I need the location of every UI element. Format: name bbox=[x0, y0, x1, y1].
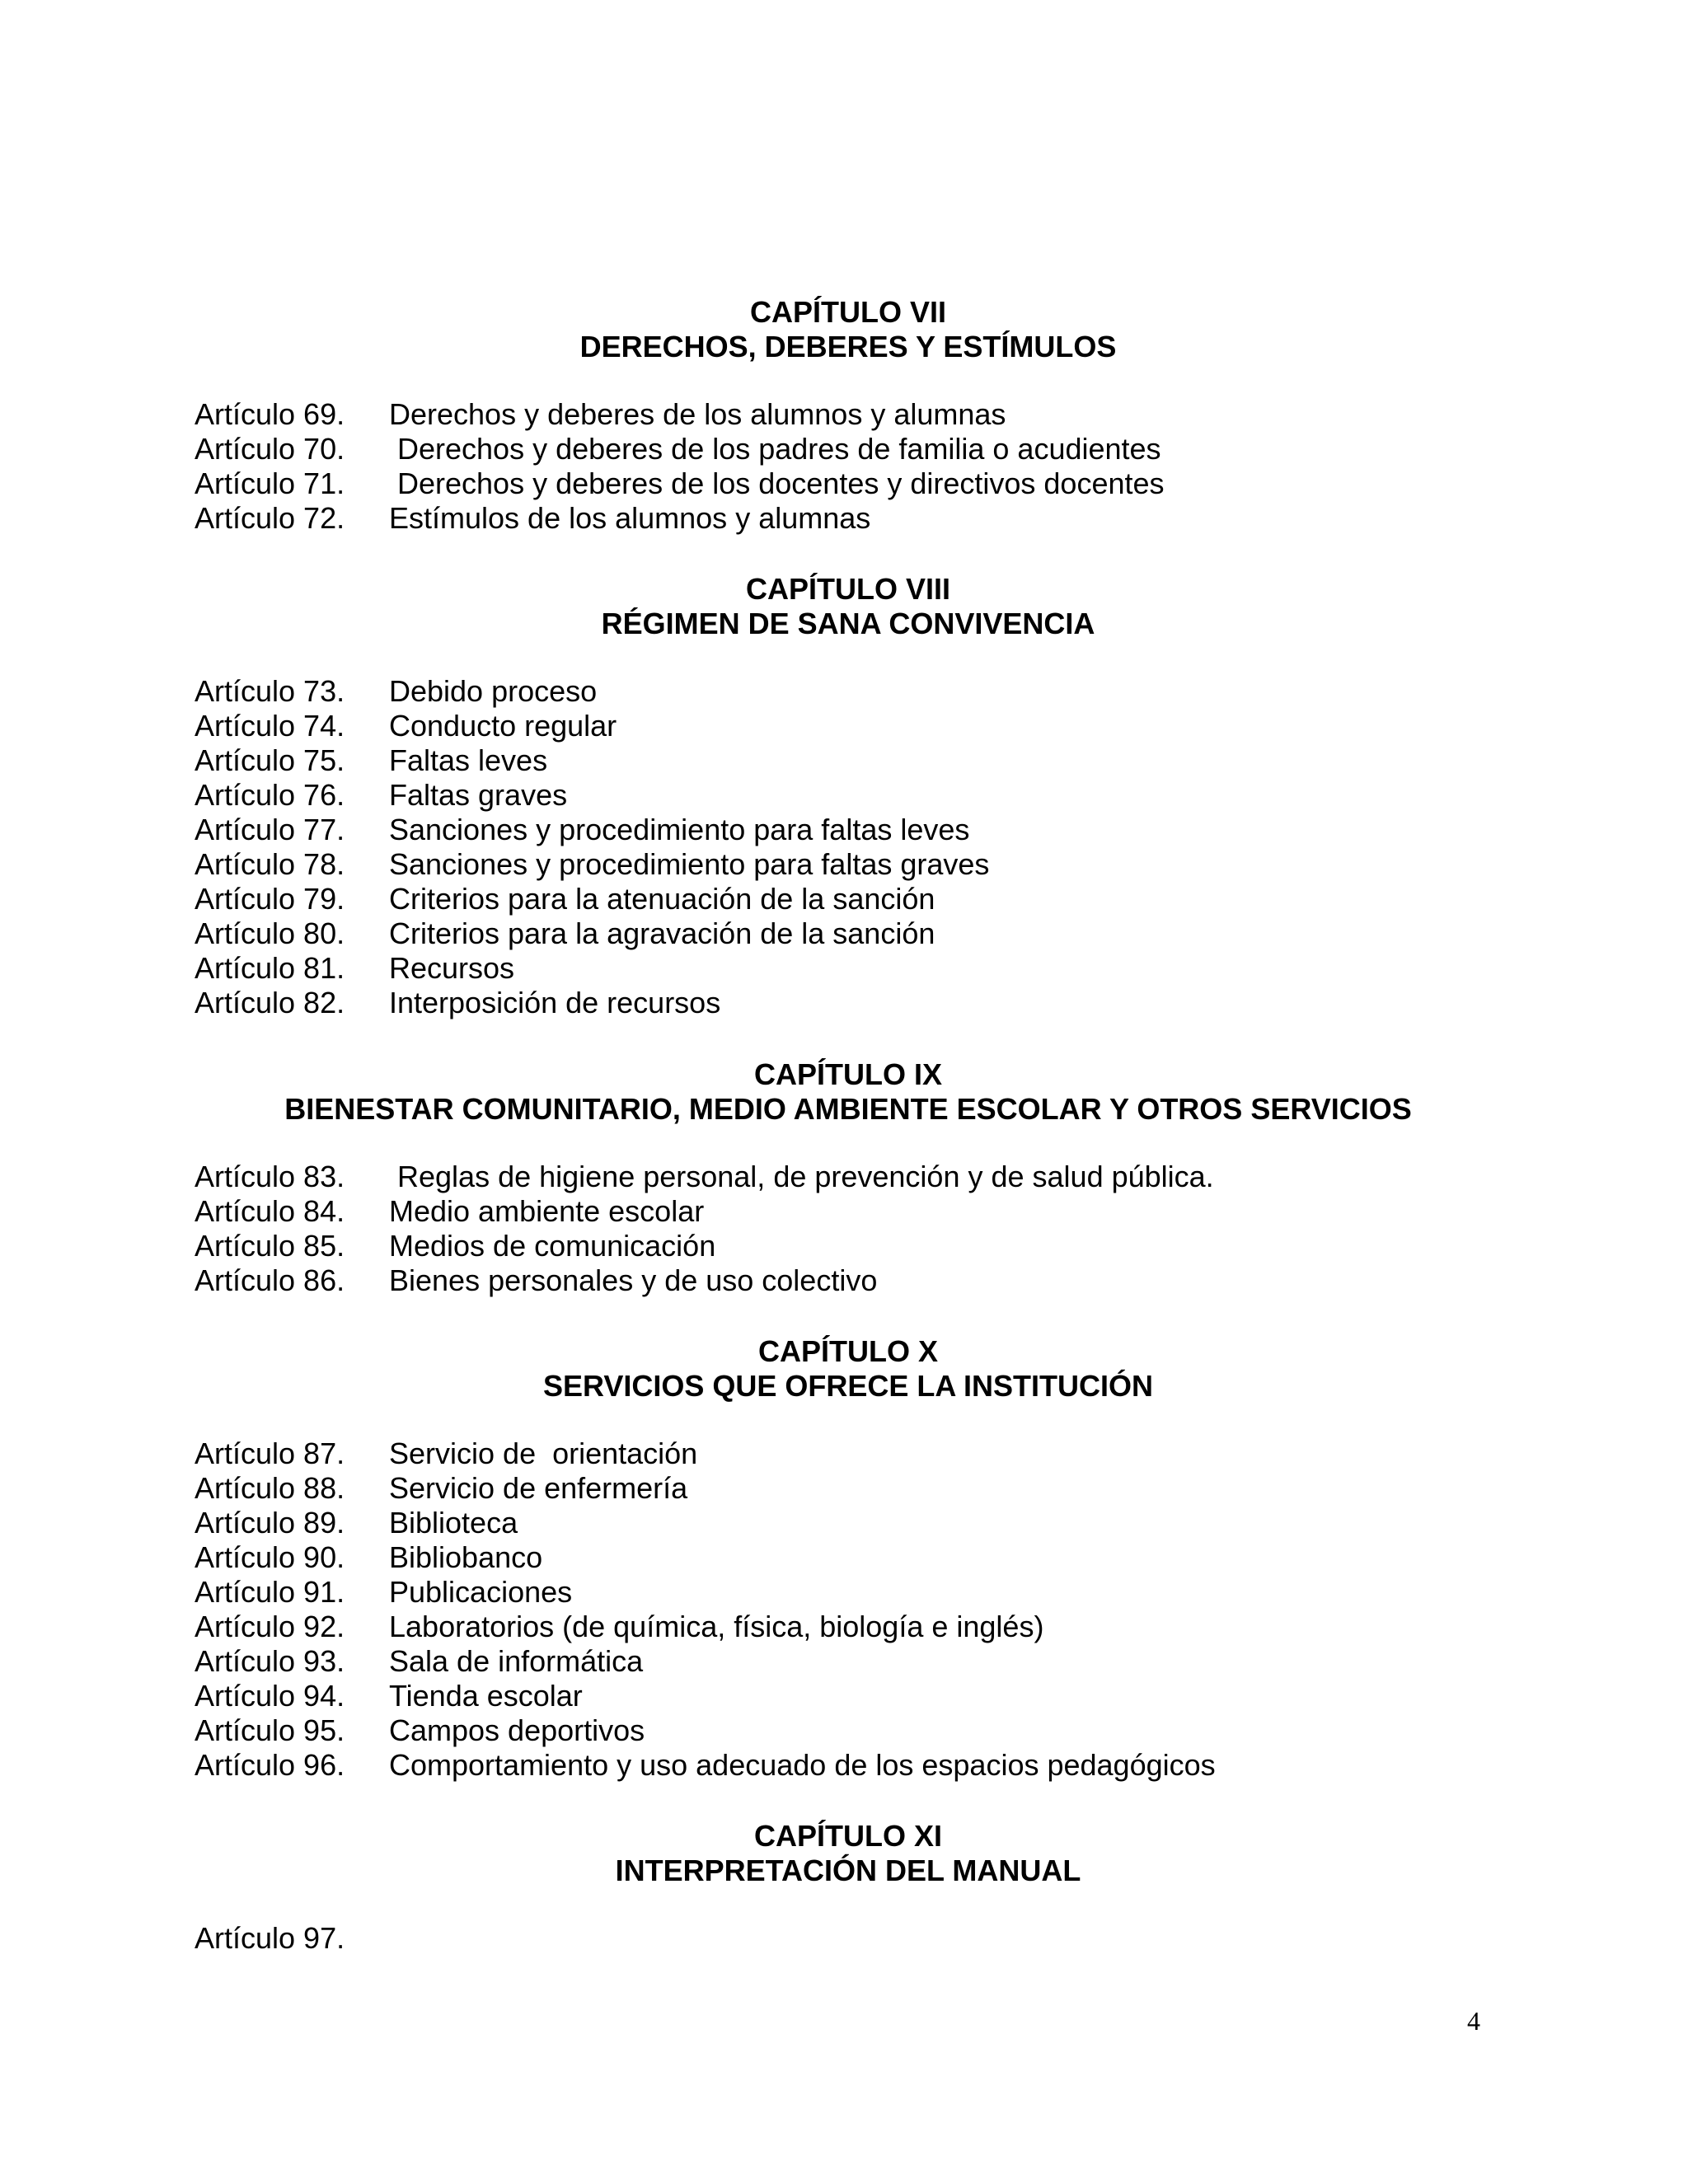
article-number: Artículo 75. bbox=[195, 743, 345, 777]
article-row bbox=[195, 1194, 1688, 1229]
article-title: Debido proceso bbox=[389, 674, 598, 708]
article-number: Artículo 92. bbox=[195, 1610, 345, 1643]
article-title: Publicaciones bbox=[389, 1575, 573, 1609]
article-row bbox=[195, 847, 1688, 882]
article-list bbox=[195, 674, 1688, 1020]
article-row bbox=[195, 397, 1688, 432]
article-number: Artículo 91. bbox=[195, 1575, 345, 1609]
chapter-subheading: RÉGIMEN DE SANA CONVIVENCIA bbox=[601, 607, 1095, 640]
article-title: Medios de comunicación bbox=[389, 1229, 716, 1263]
article-row bbox=[195, 432, 1688, 466]
article-row bbox=[195, 1748, 1688, 1783]
article-row bbox=[195, 1644, 1688, 1679]
article-title bbox=[389, 1921, 1688, 1956]
article-title: Servicio de enfermería bbox=[389, 1471, 688, 1505]
article-row bbox=[195, 1575, 1688, 1610]
article-title: Derechos y deberes de los docentes y directivos docentes bbox=[389, 466, 1165, 500]
article-row bbox=[195, 916, 1688, 951]
article-number: Artículo 90. bbox=[195, 1540, 345, 1574]
article-number: Artículo 78. bbox=[195, 847, 345, 881]
article-row bbox=[195, 813, 1688, 847]
article-title: Biblioteca bbox=[389, 1506, 518, 1540]
article-list bbox=[195, 1921, 1688, 1956]
article-row bbox=[195, 1471, 1688, 1506]
article-title: Servicio de orientación bbox=[389, 1436, 698, 1470]
article-number: Artículo 82. bbox=[195, 986, 345, 1019]
article-number: Artículo 76. bbox=[195, 778, 345, 812]
article-number: Artículo 73. bbox=[195, 674, 345, 708]
article-number: Artículo 70. bbox=[195, 432, 345, 466]
article-row bbox=[195, 743, 1688, 778]
article-number: Artículo 80. bbox=[195, 916, 345, 950]
chapter-subheading: SERVICIOS QUE OFRECE LA INSTITUCIÓN bbox=[542, 1369, 1154, 1403]
article-number: Artículo 94. bbox=[195, 1679, 345, 1713]
article-number: Artículo 86. bbox=[195, 1263, 345, 1297]
article-number: Artículo 77. bbox=[195, 813, 345, 846]
article-row bbox=[195, 1679, 1688, 1713]
article-title: Comportamiento y uso adecuado de los espacios pedagógicos bbox=[389, 1748, 1216, 1782]
article-title: Conducto regular bbox=[389, 709, 617, 743]
article-title: Sanciones y procedimiento para faltas leves bbox=[389, 813, 970, 846]
article-number: Artículo 84. bbox=[195, 1194, 345, 1228]
chapter-heading: CAPÍTULO VIII bbox=[745, 572, 950, 606]
article-number: Artículo 83. bbox=[195, 1160, 345, 1193]
article-title: Campos deportivos bbox=[389, 1713, 645, 1747]
article-row bbox=[195, 986, 1688, 1020]
article-number: Artículo 87. bbox=[195, 1436, 345, 1470]
article-row bbox=[195, 1436, 1688, 1471]
article-title: Medio ambiente escolar bbox=[389, 1194, 705, 1228]
article-number: Artículo 81. bbox=[195, 951, 345, 985]
article-title: Laboratorios (de química, física, biología e inglés) bbox=[389, 1610, 1044, 1643]
article-row bbox=[195, 882, 1688, 916]
article-row bbox=[195, 1540, 1688, 1575]
article-row bbox=[195, 1160, 1688, 1194]
article-title: Faltas leves bbox=[389, 743, 548, 777]
chapter-viii bbox=[0, 572, 1688, 1020]
article-title: Sanciones y procedimiento para faltas graves bbox=[389, 847, 990, 881]
article-row bbox=[195, 951, 1688, 986]
article-row bbox=[195, 1229, 1688, 1263]
article-number: Artículo 95. bbox=[195, 1713, 345, 1747]
article-number: Artículo 69. bbox=[195, 397, 345, 431]
article-list bbox=[195, 1436, 1688, 1783]
article-number: Artículo 88. bbox=[195, 1471, 345, 1505]
chapter-heading: CAPÍTULO X bbox=[757, 1334, 938, 1368]
chapter-vii bbox=[0, 295, 1688, 536]
article-title: Reglas de higiene personal, de prevención y de salud pública. bbox=[389, 1160, 1214, 1193]
article-number: Artículo 74. bbox=[195, 709, 345, 743]
article-title: Criterios para la agravación de la sanción bbox=[389, 916, 935, 950]
article-number: Artículo 96. bbox=[195, 1748, 345, 1782]
article-title: Tienda escolar bbox=[389, 1679, 583, 1713]
article-row bbox=[195, 778, 1688, 813]
article-row bbox=[195, 709, 1688, 743]
chapter-heading: CAPÍTULO VII bbox=[749, 295, 946, 329]
article-row bbox=[195, 1921, 1688, 1956]
article-number: Artículo 89. bbox=[195, 1506, 345, 1540]
article-title: Criterios para la atenuación de la sanción bbox=[389, 882, 935, 916]
article-title: Bibliobanco bbox=[389, 1540, 543, 1574]
article-row bbox=[195, 1713, 1688, 1748]
chapter-heading: CAPÍTULO IX bbox=[753, 1057, 942, 1091]
article-row bbox=[195, 1610, 1688, 1644]
article-number: Artículo 72. bbox=[195, 501, 345, 535]
chapter-xi bbox=[0, 1819, 1688, 1956]
chapter-subheading: INTERPRETACIÓN DEL MANUAL bbox=[615, 1854, 1081, 1887]
article-title: Bienes personales y de uso colectivo bbox=[389, 1263, 878, 1297]
article-row bbox=[195, 501, 1688, 536]
article-row bbox=[195, 1263, 1688, 1298]
article-number: Artículo 85. bbox=[195, 1229, 345, 1263]
article-list bbox=[195, 1160, 1688, 1298]
article-title: Derechos y deberes de los padres de familia o acudientes bbox=[389, 432, 1161, 466]
article-number: Artículo 79. bbox=[195, 882, 345, 916]
article-list bbox=[195, 397, 1688, 536]
chapter-x bbox=[0, 1334, 1688, 1783]
article-title: Derechos y deberes de los alumnos y alumnas bbox=[389, 397, 1006, 431]
chapter-heading: CAPÍTULO XI bbox=[753, 1819, 942, 1853]
chapter-ix bbox=[0, 1057, 1688, 1298]
article-row bbox=[195, 466, 1688, 501]
article-title: Sala de informática bbox=[389, 1644, 644, 1678]
article-title: Faltas graves bbox=[389, 778, 568, 812]
page-number: 4 bbox=[1467, 2006, 1480, 2036]
article-title: Recursos bbox=[389, 951, 515, 985]
article-title: Interposición de recursos bbox=[389, 986, 721, 1019]
article-row bbox=[195, 1506, 1688, 1540]
chapter-subheading: BIENESTAR COMUNITARIO, MEDIO AMBIENTE ESCOLAR Y OTROS SERVICIOS bbox=[284, 1092, 1412, 1126]
chapter-subheading: DERECHOS, DEBERES Y ESTÍMULOS bbox=[579, 330, 1117, 363]
article-row bbox=[195, 674, 1688, 709]
article-number: Artículo 71. bbox=[195, 466, 345, 500]
article-number: Artículo 93. bbox=[195, 1644, 345, 1678]
article-number: Artículo 97. bbox=[195, 1921, 345, 1955]
article-title: Estímulos de los alumnos y alumnas bbox=[389, 501, 871, 535]
